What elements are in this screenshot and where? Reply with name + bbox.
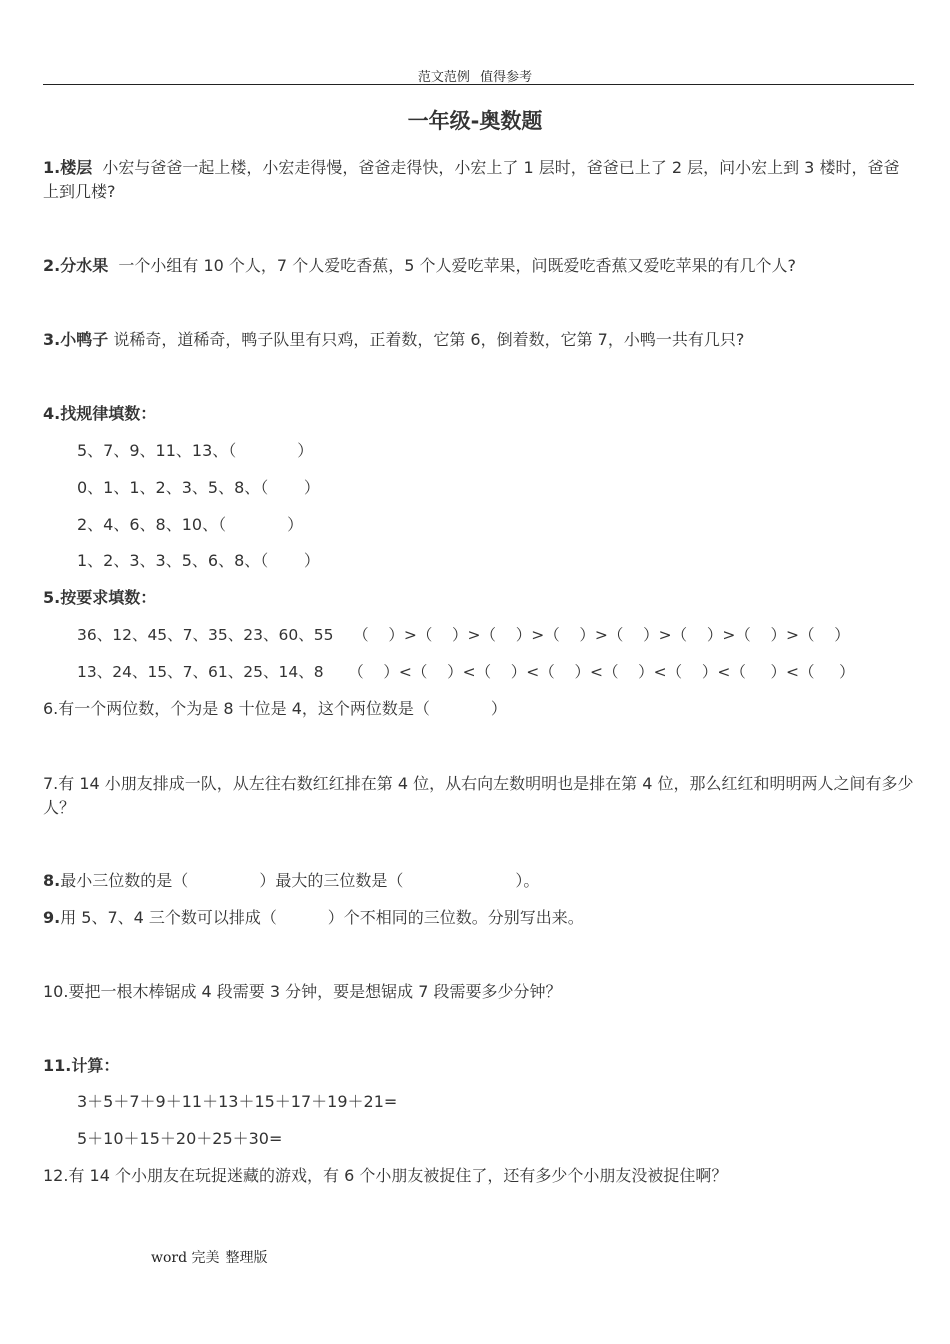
- question-4-row: 0、1、1、2、3、5、8、（ ）: [77, 478, 320, 497]
- question-4-row: 1、2、3、3、5、6、8、（ ）: [77, 551, 320, 570]
- question-4-label: 4.找规律填数：: [43, 404, 157, 423]
- question-10: 10.要把一根木棒锯成 4 段需要 3 分钟，要是想锯成 7 段需要多少分钟？: [43, 982, 562, 1001]
- question-7: 7.有 14 小朋友排成一队，从左往右数红红排在第 4 位，从右向左数明明也是排在第 4 位，那么红红和明明两人之间有多少人？: [43, 774, 914, 817]
- question-4-row: 2、4、6、8、10、（ ）: [77, 515, 304, 534]
- question-9: [43, 906, 584, 930]
- question-11-row: 3＋5＋7＋9＋11＋13＋15＋17＋19＋21=: [77, 1092, 398, 1111]
- question-5-row: 36、12、45、7、35、23、60、55 （ ）>（ ）>（ ）>（ ）>（ ）>（ ）>（ ）>（ ）: [77, 626, 850, 644]
- question-12: 12.有 14 个小朋友在玩捉迷藏的游戏，有 6 个小朋友被捉住了，还有多少个小朋友没被捉住啊？: [43, 1166, 728, 1185]
- question-1-text: 小宏与爸爸一起上楼，小宏走得慢，爸爸走得快，小宏上了 1 层时，爸爸已上了 2 层，问小宏上到 3 楼时，爸爸上到几楼?: [43, 158, 900, 201]
- page-footer: [151, 1247, 274, 1267]
- question-8: [43, 869, 539, 893]
- page-header: [0, 66, 950, 85]
- question-11-label: 11.计算：: [43, 1056, 120, 1075]
- question-9-text: 用 5、7、4 三个数可以排成（ ）个不相同的三位数。分别写出来。: [60, 908, 584, 927]
- footer-left-text: word 完美: [151, 1250, 220, 1266]
- header-divider: [43, 84, 914, 85]
- question-3-text: 说稀奇，道稀奇，鸭子队里有只鸡，正着数，它第 6，倒着数，它第 7，小鸭一共有几只?: [113, 330, 745, 349]
- question-2: [43, 254, 796, 278]
- question-3: [43, 328, 744, 352]
- question-8-text: 最小三位数的是（ ）最大的三位数是（ ）。: [60, 871, 540, 890]
- question-2-text: 一个小组有 10 个人，7 个人爱吃香蕉，5 个人爱吃苹果，问既爱吃香蕉又爱吃苹果的有几个人?: [118, 256, 796, 275]
- page-title: 一年级-奥数题: [407, 109, 543, 133]
- question-11-row: 5＋10＋15＋20＋25＋30=: [77, 1129, 283, 1148]
- header-left-text: 范文范例: [417, 70, 470, 85]
- question-4-row: 5、7、9、11、13、（ ）: [77, 441, 314, 460]
- question-5-row: 13、24、15、7、61、25、14、8 （ ）<（ ）<（ ）<（ ）<（ ）<（ ）<（ ）<（ ）: [77, 663, 855, 681]
- question-1-label: 1.楼层: [43, 158, 93, 177]
- question-3-label: 3.小鸭子: [43, 330, 109, 349]
- footer-right-text: 整理版: [225, 1250, 268, 1266]
- question-1: [43, 156, 915, 204]
- question-6: 6.有一个两位数，个为是 8 十位是 4，这个两位数是（ ）: [43, 699, 507, 718]
- header-right-text: 值得参考: [480, 70, 533, 85]
- question-9-label: 9.: [43, 908, 61, 927]
- question-5-label: 5.按要求填数：: [43, 588, 157, 607]
- question-8-label: 8.: [43, 871, 61, 890]
- question-2-label: 2.分水果: [43, 256, 109, 275]
